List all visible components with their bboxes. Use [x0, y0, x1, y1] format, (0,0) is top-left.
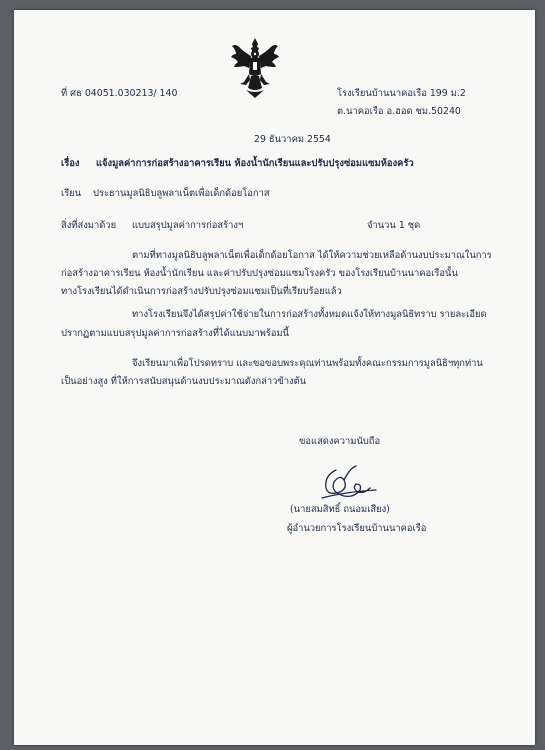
paragraph-1-line-2: ก่อสร้างอาคารเรียน ห้องน้ำนักเรียน และค่าปรับปรุงซ่อมแซมโรงครัว ของโรงเรียนบ้านนาคอเรือนั้น: [61, 268, 458, 279]
signature-icon: [314, 462, 384, 502]
signer-name: (นายสมสิทธิ์ ถนอมเสียง): [290, 504, 390, 515]
signer-title: ผู้อำนวยการโรงเรียนบ้านนาคอเรือ: [287, 523, 427, 534]
enclosure-quantity: จำนวน 1 ชุด: [367, 220, 421, 231]
enclosure-label: สิ่งที่ส่งมาด้วย: [61, 220, 117, 231]
paragraph-2-line-1: ทางโรงเรียนจึงได้สรุปค่าใช้จ่ายในการก่อสร้างทั้งหมดแจ้งให้ทางมูลนิธิทราบ รายละเอียด: [132, 309, 487, 320]
garuda-emblem-icon: [230, 38, 280, 100]
sender-address-line-1: โรงเรียนบ้านนาคอเรือ 199 ม.2: [337, 88, 466, 99]
sender-address-line-2: ต.นาคอเรือ อ.ฮอด ชม.50240: [337, 106, 461, 117]
recipient-label: เรียน: [61, 188, 82, 199]
letter-page: [14, 10, 535, 745]
letter-date: 29 ธันวาคม 2554: [254, 134, 331, 145]
closing-phrase: ขอแสดงความนับถือ: [299, 436, 381, 447]
subject-label: เรื่อง: [61, 158, 80, 169]
enclosure-text: แบบสรุปมูลค่าการก่อสร้างฯ: [132, 220, 244, 231]
paragraph-2-line-2: ปรากฏตามแบบสรุปมูลค่าการก่อสร้างที่ได้แนบมาพร้อมนี้: [61, 328, 290, 339]
recipient-text: ประธานมูลนิธิบลูพลาเน็ตเพื่อเด็กด้อยโอกาส: [93, 188, 270, 199]
reference-number: ที่ ศธ 04051.030213/ 140: [61, 88, 178, 99]
subject-text: แจ้งมูลค่าการก่อสร้างอาคารเรียน ห้องน้ำนักเรียนและปรับปรุงซ่อมแซมห้องครัว: [96, 158, 414, 169]
paragraph-3-line-1: จึงเรียนมาเพื่อโปรดทราบ และขอขอบพระคุณท่านพร้อมทั้งคณะกรรมการมูลนิธิฯทุกท่าน: [132, 358, 483, 369]
paragraph-3-line-2: เป็นอย่างสูง ที่ให้การสนับสนุนด้านงบประมาณดังกล่าวข้างต้น: [61, 376, 307, 387]
paragraph-1-line-1: ตามที่ทางมูลนิธิบลูพลาเน็ตเพื่อเด็กด้อยโอกาส ได้ให้ความช่วยเหลือด้านงบประมาณในการ: [132, 250, 492, 261]
paragraph-1-line-3: ทางโรงเรียนได้ดำเนินการก่อสร้างปรับปรุงซ่อมแซมเป็นที่เรียบร้อยแล้ว: [61, 286, 342, 297]
